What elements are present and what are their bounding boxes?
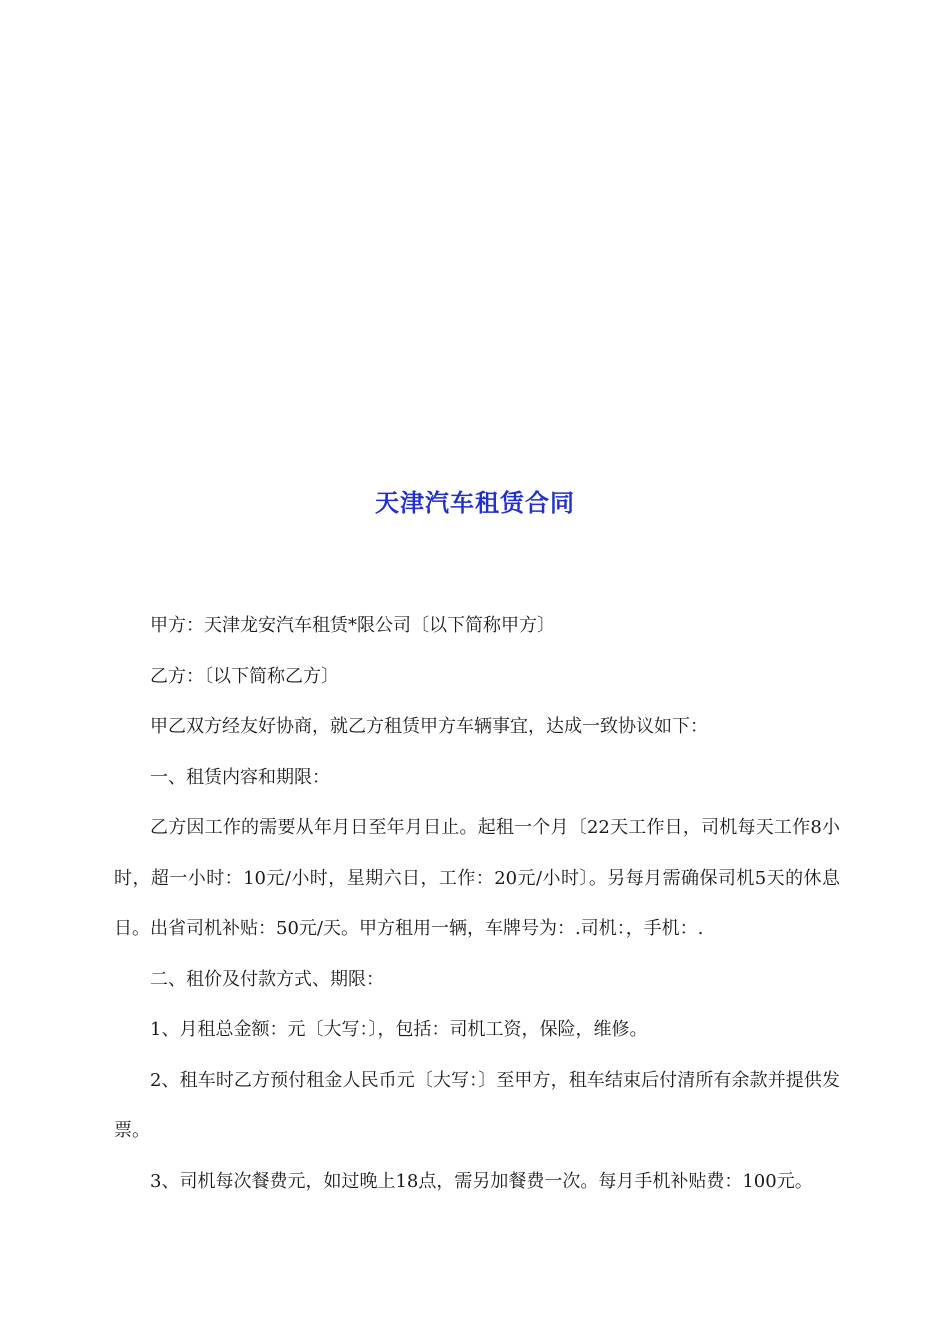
document-body xyxy=(114,601,840,1207)
section-heading-lease-term: 一、租赁内容和期限： xyxy=(150,766,330,788)
payment-clause-3: 3、司机每次餐费元，如过晚上18点，需另加餐费一次。每月手机补贴费：100元。 xyxy=(150,1170,813,1192)
agreement-intro: 甲乙双方经友好协商，就乙方租赁甲方车辆事宜，达成一致协议如下： xyxy=(150,716,708,737)
section-heading-payment: 二、租价及付款方式、期限： xyxy=(150,968,384,990)
payment-clause-2: 2、租车时乙方预付租金人民币元〔大写：〕至甲方，租车结束后付清所有余款并提供发票。 xyxy=(114,1069,840,1141)
lease-term-paragraph: 乙方因工作的需要从年月日至年月日止。起租一个月〔22天工作日，司机每天工作8小时，超一小时：10元/小时，星期六日，工作：20元/小时〕。另每月需确保司机5天的休息日。出省司机补贴：50元/天。甲方租用一辆，车牌号为：.司机：，手机：. xyxy=(114,817,840,939)
party-b-line: 乙方：〔以下简称乙方〕 xyxy=(150,665,339,687)
party-a-line: 甲方：天津龙安汽车租赁*限公司〔以下简称甲方〕 xyxy=(150,615,555,636)
payment-clause-1: 1、月租总金额：元〔大写：〕，包括：司机工资，保险，维修。 xyxy=(150,1019,648,1040)
document-title: 天津汽车租赁合同 xyxy=(375,488,575,517)
